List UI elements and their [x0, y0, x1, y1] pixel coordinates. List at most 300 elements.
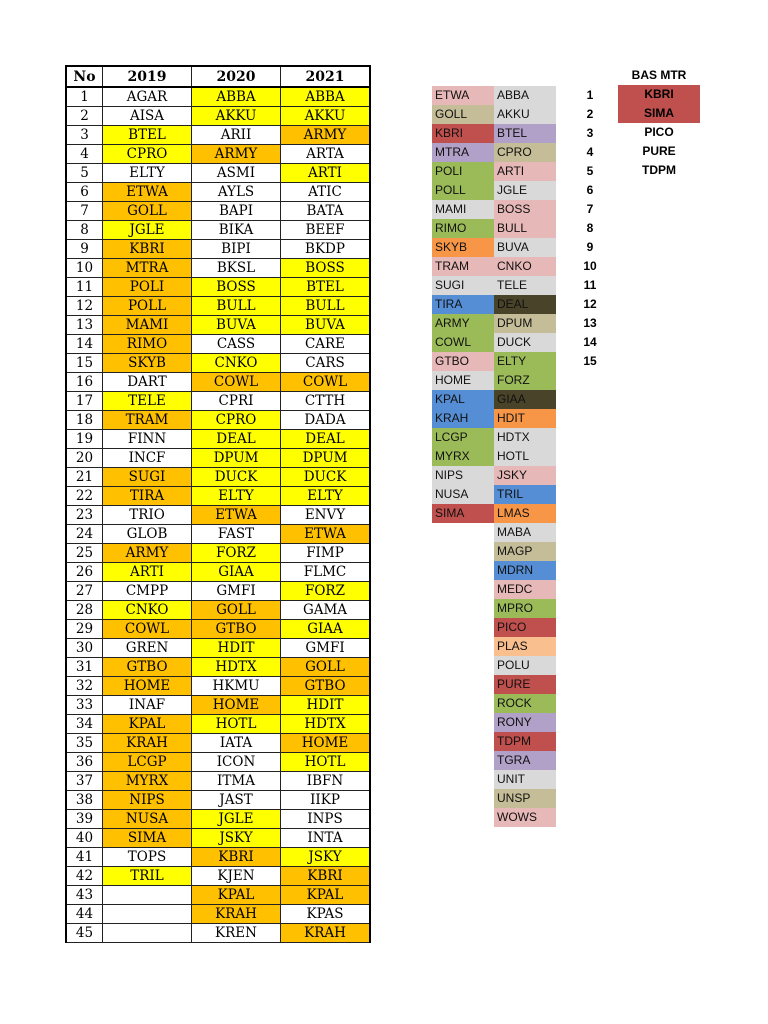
- cell-2020: AKKU: [192, 107, 281, 126]
- no-cell: 13: [66, 316, 103, 335]
- no-cell: 39: [66, 810, 103, 829]
- cell-2021: ENVY: [281, 506, 371, 525]
- cell-2020: KJEN: [192, 867, 281, 886]
- cell-2021: INTA: [281, 829, 371, 848]
- cell-2021: BKDP: [281, 240, 371, 259]
- table-row: [66, 335, 370, 354]
- cell-2020: BAPI: [192, 202, 281, 221]
- color-list-item: POLI: [432, 162, 494, 181]
- color-list-item: TRAM: [432, 257, 494, 276]
- cell-2021: BOSS: [281, 259, 371, 278]
- number-item: 2: [586, 107, 594, 121]
- cell-2019: ETWA: [103, 183, 192, 202]
- cell-2019: TRIL: [103, 867, 192, 886]
- color-list-item: ELTY: [494, 352, 556, 371]
- number-item: 12: [583, 297, 597, 311]
- cell-2021: IIKP: [281, 791, 371, 810]
- number-column: [560, 86, 620, 371]
- color-list-item: BTEL: [494, 124, 556, 143]
- cell-2021: GIAA: [281, 620, 371, 639]
- cell-2019: MAMI: [103, 316, 192, 335]
- color-list-item: KRAH: [432, 409, 494, 428]
- table-row: [66, 164, 370, 183]
- no-cell: 4: [66, 145, 103, 164]
- cell-2020: KRAH: [192, 905, 281, 924]
- cell-2019: BTEL: [103, 126, 192, 145]
- color-list-item: MAGP: [494, 542, 556, 561]
- cell-2019: GOLL: [103, 202, 192, 221]
- cell-2020: HOTL: [192, 715, 281, 734]
- color-list-item: PURE: [494, 675, 556, 694]
- table-row: [66, 563, 370, 582]
- number-item: 1: [586, 88, 594, 102]
- color-list-item: HDIT: [494, 409, 556, 428]
- color-list-item: SKYB: [432, 238, 494, 257]
- cell-2019: [103, 924, 192, 943]
- color-list-item: RONY: [494, 713, 556, 732]
- cell-2021: GOLL: [281, 658, 371, 677]
- cell-2020: COWL: [192, 373, 281, 392]
- cell-2019: SUGI: [103, 468, 192, 487]
- no-cell: 1: [66, 87, 103, 107]
- number-item: 11: [583, 278, 597, 292]
- cell-2021: IBFN: [281, 772, 371, 791]
- cell-2019: KRAH: [103, 734, 192, 753]
- number-item: 15: [583, 354, 597, 368]
- header-2021: 2021: [281, 66, 371, 87]
- table-row: [66, 449, 370, 468]
- cell-2019: LCGP: [103, 753, 192, 772]
- cell-2021: COWL: [281, 373, 371, 392]
- color-list-item: ARTI: [494, 162, 556, 181]
- no-cell: 31: [66, 658, 103, 677]
- cell-2020: ELTY: [192, 487, 281, 506]
- number-item: 7: [586, 202, 594, 216]
- table-row: [66, 107, 370, 126]
- color-list-item: KPAL: [432, 390, 494, 409]
- number-item: 8: [586, 221, 594, 235]
- color-list-item: DPUM: [494, 314, 556, 333]
- cell-2019: JGLE: [103, 221, 192, 240]
- cell-2020: ARMY: [192, 145, 281, 164]
- cell-2020: BIKA: [192, 221, 281, 240]
- cell-2020: GMFI: [192, 582, 281, 601]
- cell-2021: AKKU: [281, 107, 371, 126]
- cell-2019: TELE: [103, 392, 192, 411]
- cell-2020: GTBO: [192, 620, 281, 639]
- color-list-item: JGLE: [494, 181, 556, 200]
- table-row: [66, 924, 370, 943]
- no-cell: 43: [66, 886, 103, 905]
- table-row: [66, 658, 370, 677]
- color-list-item: TIRA: [432, 295, 494, 314]
- color-list-item: MEDC: [494, 580, 556, 599]
- cell-2021: FLMC: [281, 563, 371, 582]
- cell-2021: KPAL: [281, 886, 371, 905]
- color-list-item: MTRA: [432, 143, 494, 162]
- no-cell: 10: [66, 259, 103, 278]
- no-cell: 6: [66, 183, 103, 202]
- no-cell: 15: [66, 354, 103, 373]
- cell-2019: KPAL: [103, 715, 192, 734]
- cell-2021: HOME: [281, 734, 371, 753]
- table-row: [66, 753, 370, 772]
- cell-2021: DADA: [281, 411, 371, 430]
- bas-mtr-panel: [618, 66, 700, 180]
- no-cell: 33: [66, 696, 103, 715]
- cell-2019: TIRA: [103, 487, 192, 506]
- no-cell: 20: [66, 449, 103, 468]
- no-cell: 22: [66, 487, 103, 506]
- color-list-left: [432, 86, 494, 523]
- table-row: [66, 848, 370, 867]
- cell-2020: JGLE: [192, 810, 281, 829]
- cell-2020: GOLL: [192, 601, 281, 620]
- cell-2020: CNKO: [192, 354, 281, 373]
- number-item: 5: [586, 164, 594, 178]
- bas-mtr-item: KBRI: [618, 85, 700, 104]
- cell-2019: GLOB: [103, 525, 192, 544]
- cell-2021: GAMA: [281, 601, 371, 620]
- table-row: [66, 487, 370, 506]
- table-row: [66, 639, 370, 658]
- number-item: 9: [586, 240, 594, 254]
- no-cell: 40: [66, 829, 103, 848]
- table-row: [66, 829, 370, 848]
- table-row: [66, 278, 370, 297]
- cell-2020: CPRI: [192, 392, 281, 411]
- no-cell: 44: [66, 905, 103, 924]
- number-item: 13: [583, 316, 597, 330]
- cell-2020: ITMA: [192, 772, 281, 791]
- table-row: [66, 126, 370, 145]
- cell-2021: ATIC: [281, 183, 371, 202]
- cell-2021: HDTX: [281, 715, 371, 734]
- color-list-item: WOWS: [494, 808, 556, 827]
- cell-2019: MYRX: [103, 772, 192, 791]
- color-list-item: KBRI: [432, 124, 494, 143]
- cell-2019: POLL: [103, 297, 192, 316]
- color-list-item: ABBA: [494, 86, 556, 105]
- cell-2021: GMFI: [281, 639, 371, 658]
- no-cell: 2: [66, 107, 103, 126]
- color-list-item: HDTX: [494, 428, 556, 447]
- no-cell: 36: [66, 753, 103, 772]
- cell-2021: FIMP: [281, 544, 371, 563]
- cell-2020: KPAL: [192, 886, 281, 905]
- cell-2021: ETWA: [281, 525, 371, 544]
- table-row: [66, 810, 370, 829]
- table-row: [66, 392, 370, 411]
- color-list-item: GOLL: [432, 105, 494, 124]
- table-row: [66, 430, 370, 449]
- color-list-item: ROCK: [494, 694, 556, 713]
- table-row: [66, 240, 370, 259]
- color-list-item: DUCK: [494, 333, 556, 352]
- color-list-item: HOME: [432, 371, 494, 390]
- color-list-item: BULL: [494, 219, 556, 238]
- table-row: [66, 221, 370, 240]
- cell-2019: RIMO: [103, 335, 192, 354]
- no-cell: 37: [66, 772, 103, 791]
- color-list-item: NUSA: [432, 485, 494, 504]
- color-list-item: SUGI: [432, 276, 494, 295]
- table-row: [66, 411, 370, 430]
- no-cell: 35: [66, 734, 103, 753]
- table-row: [66, 772, 370, 791]
- cell-2021: HDIT: [281, 696, 371, 715]
- color-list-item: DEAL: [494, 295, 556, 314]
- color-list-item: LCGP: [432, 428, 494, 447]
- cell-2019: SKYB: [103, 354, 192, 373]
- cell-2021: DEAL: [281, 430, 371, 449]
- cell-2021: JSKY: [281, 848, 371, 867]
- color-list-item: JSKY: [494, 466, 556, 485]
- table-row: [66, 354, 370, 373]
- no-cell: 41: [66, 848, 103, 867]
- table-row: [66, 734, 370, 753]
- no-cell: 34: [66, 715, 103, 734]
- color-list-item: ETWA: [432, 86, 494, 105]
- cell-2019: CMPP: [103, 582, 192, 601]
- color-list-item: NIPS: [432, 466, 494, 485]
- table-row: [66, 791, 370, 810]
- no-cell: 38: [66, 791, 103, 810]
- cell-2021: BATA: [281, 202, 371, 221]
- bas-mtr-title: BAS MTR: [631, 68, 687, 82]
- cell-2019: GTBO: [103, 658, 192, 677]
- cell-2020: ABBA: [192, 87, 281, 107]
- cell-2021: CTTH: [281, 392, 371, 411]
- no-cell: 30: [66, 639, 103, 658]
- table-row: [66, 506, 370, 525]
- table-row: [66, 183, 370, 202]
- bas-mtr-item: TDPM: [642, 163, 676, 177]
- cell-2020: CPRO: [192, 411, 281, 430]
- cell-2020: FAST: [192, 525, 281, 544]
- cell-2020: BOSS: [192, 278, 281, 297]
- cell-2021: KPAS: [281, 905, 371, 924]
- cell-2021: KRAH: [281, 924, 371, 943]
- table-row: [66, 677, 370, 696]
- color-list-item: TELE: [494, 276, 556, 295]
- cell-2019: COWL: [103, 620, 192, 639]
- header-2019: 2019: [103, 66, 192, 87]
- cell-2020: DUCK: [192, 468, 281, 487]
- color-list-item: POLL: [432, 181, 494, 200]
- color-list-item: TDPM: [494, 732, 556, 751]
- cell-2019: SIMA: [103, 829, 192, 848]
- cell-2021: ARMY: [281, 126, 371, 145]
- cell-2021: ARTI: [281, 164, 371, 183]
- bas-mtr-item: PURE: [642, 144, 676, 158]
- cell-2021: ELTY: [281, 487, 371, 506]
- table-row: [66, 715, 370, 734]
- cell-2021: ABBA: [281, 87, 371, 107]
- no-cell: 8: [66, 221, 103, 240]
- cell-2021: CARS: [281, 354, 371, 373]
- color-list-item: MYRX: [432, 447, 494, 466]
- color-list-item: TGRA: [494, 751, 556, 770]
- header-2020: 2020: [192, 66, 281, 87]
- header-no: No: [66, 66, 103, 87]
- cell-2020: HOME: [192, 696, 281, 715]
- color-list-item: BUVA: [494, 238, 556, 257]
- cell-2021: ARTA: [281, 145, 371, 164]
- no-cell: 18: [66, 411, 103, 430]
- cell-2019: NUSA: [103, 810, 192, 829]
- no-cell: 19: [66, 430, 103, 449]
- cell-2019: TRIO: [103, 506, 192, 525]
- cell-2021: GTBO: [281, 677, 371, 696]
- color-list-item: SIMA: [432, 504, 494, 523]
- color-list-item: TRIL: [494, 485, 556, 504]
- cell-2020: HDIT: [192, 639, 281, 658]
- color-list-item: UNIT: [494, 770, 556, 789]
- cell-2019: ARTI: [103, 563, 192, 582]
- color-list-item: MPRO: [494, 599, 556, 618]
- cell-2020: CASS: [192, 335, 281, 354]
- cell-2020: BKSL: [192, 259, 281, 278]
- no-cell: 3: [66, 126, 103, 145]
- cell-2021: BEEF: [281, 221, 371, 240]
- cell-2020: ARII: [192, 126, 281, 145]
- number-item: 3: [586, 126, 594, 140]
- color-list-item: MDRN: [494, 561, 556, 580]
- cell-2019: FINN: [103, 430, 192, 449]
- color-list-item: HOTL: [494, 447, 556, 466]
- no-cell: 21: [66, 468, 103, 487]
- cell-2019: DART: [103, 373, 192, 392]
- color-list-item: MAMI: [432, 200, 494, 219]
- cell-2019: TOPS: [103, 848, 192, 867]
- color-list-item: ARMY: [432, 314, 494, 333]
- cell-2020: IATA: [192, 734, 281, 753]
- cell-2020: JSKY: [192, 829, 281, 848]
- table-row: [66, 544, 370, 563]
- color-list-item: PLAS: [494, 637, 556, 656]
- no-cell: 9: [66, 240, 103, 259]
- table-row: [66, 905, 370, 924]
- color-list-item: PICO: [494, 618, 556, 637]
- no-cell: 27: [66, 582, 103, 601]
- no-cell: 25: [66, 544, 103, 563]
- cell-2020: KBRI: [192, 848, 281, 867]
- number-item: 14: [583, 335, 597, 349]
- no-cell: 7: [66, 202, 103, 221]
- table-row: [66, 696, 370, 715]
- table-row: [66, 620, 370, 639]
- cell-2019: INAF: [103, 696, 192, 715]
- color-list-item: CPRO: [494, 143, 556, 162]
- number-item: 10: [583, 259, 597, 273]
- table-row: [66, 886, 370, 905]
- cell-2020: KREN: [192, 924, 281, 943]
- color-list-item: BOSS: [494, 200, 556, 219]
- table-row: [66, 468, 370, 487]
- no-cell: 24: [66, 525, 103, 544]
- table-row: [66, 202, 370, 221]
- color-list-item: MABA: [494, 523, 556, 542]
- cell-2020: ASMI: [192, 164, 281, 183]
- table-row: [66, 525, 370, 544]
- no-cell: 32: [66, 677, 103, 696]
- cell-2020: HKMU: [192, 677, 281, 696]
- cell-2021: HOTL: [281, 753, 371, 772]
- cell-2020: GIAA: [192, 563, 281, 582]
- cell-2019: MTRA: [103, 259, 192, 278]
- cell-2019: POLI: [103, 278, 192, 297]
- table-row: [66, 87, 370, 107]
- table-row: [66, 145, 370, 164]
- number-item: 4: [586, 145, 594, 159]
- cell-2020: BIPI: [192, 240, 281, 259]
- cell-2020: FORZ: [192, 544, 281, 563]
- cell-2021: BTEL: [281, 278, 371, 297]
- color-list-item: GTBO: [432, 352, 494, 371]
- no-cell: 45: [66, 924, 103, 943]
- color-list-item: CNKO: [494, 257, 556, 276]
- color-list-item: AKKU: [494, 105, 556, 124]
- table-row: [66, 601, 370, 620]
- color-list-item: COWL: [432, 333, 494, 352]
- cell-2019: ARMY: [103, 544, 192, 563]
- no-cell: 5: [66, 164, 103, 183]
- no-cell: 16: [66, 373, 103, 392]
- table-row: [66, 373, 370, 392]
- cell-2019: CNKO: [103, 601, 192, 620]
- cell-2021: BUVA: [281, 316, 371, 335]
- color-list-right: [494, 86, 556, 827]
- cell-2021: BULL: [281, 297, 371, 316]
- color-list-item: GIAA: [494, 390, 556, 409]
- no-cell: 29: [66, 620, 103, 639]
- cell-2020: DPUM: [192, 449, 281, 468]
- cell-2020: BUVA: [192, 316, 281, 335]
- cell-2020: ETWA: [192, 506, 281, 525]
- table-row: [66, 259, 370, 278]
- stock-code-table: [65, 65, 371, 943]
- no-cell: 11: [66, 278, 103, 297]
- cell-2019: [103, 905, 192, 924]
- bas-mtr-item: SIMA: [618, 104, 700, 123]
- color-list-item: RIMO: [432, 219, 494, 238]
- cell-2021: DUCK: [281, 468, 371, 487]
- bas-mtr-item: PICO: [644, 125, 674, 139]
- cell-2019: ELTY: [103, 164, 192, 183]
- table-body: [66, 87, 370, 943]
- table-header-row: [66, 66, 370, 87]
- no-cell: 17: [66, 392, 103, 411]
- table-row: [66, 316, 370, 335]
- table-row: [66, 582, 370, 601]
- cell-2019: HOME: [103, 677, 192, 696]
- cell-2020: JAST: [192, 791, 281, 810]
- cell-2019: TRAM: [103, 411, 192, 430]
- cell-2021: DPUM: [281, 449, 371, 468]
- cell-2019: [103, 886, 192, 905]
- number-item: 6: [586, 183, 594, 197]
- cell-2021: CARE: [281, 335, 371, 354]
- cell-2019: AGAR: [103, 87, 192, 107]
- cell-2019: AISA: [103, 107, 192, 126]
- no-cell: 42: [66, 867, 103, 886]
- cell-2020: AYLS: [192, 183, 281, 202]
- no-cell: 28: [66, 601, 103, 620]
- cell-2021: KBRI: [281, 867, 371, 886]
- no-cell: 12: [66, 297, 103, 316]
- no-cell: 26: [66, 563, 103, 582]
